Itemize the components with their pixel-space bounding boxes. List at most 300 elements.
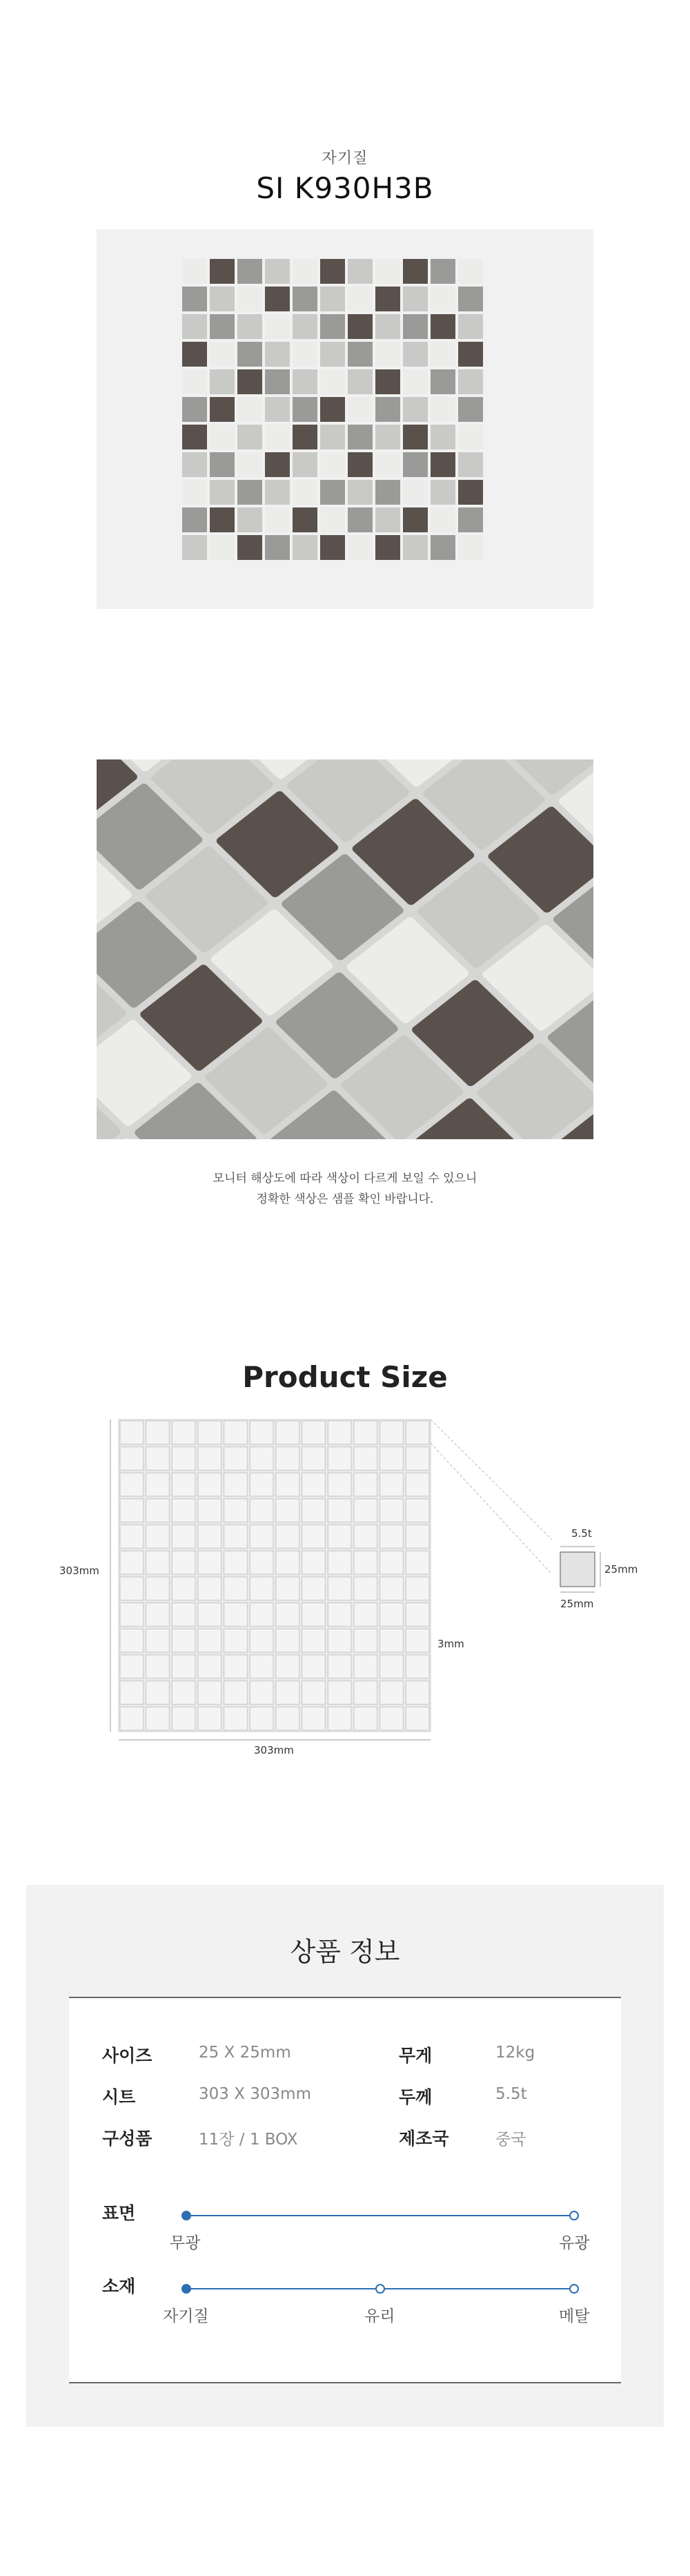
mosaic-tile [293,287,317,311]
mosaic-tile [458,369,483,394]
product-info-section [26,1885,664,2427]
mosaic-tile [265,507,290,532]
mosaic-tile [403,480,428,505]
surface-option-marker-matte [182,2211,190,2220]
product-info-title: 상품 정보 [290,1937,400,1967]
product-sheet-photo [97,229,593,609]
diagram-tile [380,1681,404,1705]
mosaic-tile [320,287,345,311]
diagram-tile [250,1577,273,1600]
diagram-tile [250,1629,273,1652]
diagram-tile [224,1707,248,1730]
diagram-tile [380,1707,404,1730]
mosaic-tile [182,287,207,311]
mosaic-tile [320,397,345,422]
mosaic-tile [265,425,290,449]
mosaic-tile [210,452,235,477]
diagram-tile [406,1655,429,1678]
mosaic-tile [403,397,428,422]
mosaic-tile [265,287,290,311]
mosaic-tile [210,397,235,422]
mosaic-tile [293,480,317,505]
sheet-width-label: 303mm [254,1744,294,1756]
diagram-tile [328,1447,351,1471]
diagram-tile [146,1473,170,1496]
mosaic-tile [458,452,483,477]
diagram-tile [406,1499,429,1522]
diagram-tile [198,1525,221,1549]
mosaic-tile [293,535,317,560]
diagram-tile [276,1525,299,1549]
mosaic-tile [293,314,317,339]
diagram-tile [380,1551,404,1574]
spec-label-weight: 무게 [399,2046,433,2066]
diagram-tile [302,1603,326,1627]
surface-option-matte: 무광 [170,2234,201,2252]
diagram-tile [354,1551,377,1574]
joint-width-label: 3mm [437,1638,464,1650]
mosaic-tile [348,259,373,284]
mosaic-tile [182,314,207,339]
spec-value-weight: 12kg [495,2044,535,2062]
diagram-tile [406,1629,429,1652]
diagram-tile [276,1421,299,1444]
tile-height-label: 25mm [604,1563,638,1576]
mosaic-tile [403,369,428,394]
diagram-tile [172,1603,195,1627]
diagram-tile [328,1629,351,1652]
mosaic-tile [403,287,428,311]
size-diagram [0,1415,690,1774]
diagram-tile [276,1499,299,1522]
diagram-tile [198,1707,221,1730]
mosaic-tile [320,342,345,367]
mosaic-tile [403,507,428,532]
diagram-tile [380,1629,404,1652]
diagram-tile [250,1603,273,1627]
spec-label-thickness: 두께 [399,2087,433,2107]
mosaic-tile [182,425,207,449]
diagram-tile [146,1551,170,1574]
mosaic-tile [458,425,483,449]
mosaic-tile [237,425,262,449]
diagram-tile [380,1447,404,1471]
mosaic-tile [431,507,455,532]
diagram-tile [380,1577,404,1600]
diagram-tile [172,1447,195,1471]
product-code-title: SI K930H3B [256,171,434,205]
diagram-tile [250,1655,273,1678]
diagram-tile [146,1447,170,1471]
mosaic-tile [237,342,262,367]
mosaic-tile [348,342,373,367]
mosaic-tile [403,259,428,284]
diagram-tile [146,1707,170,1730]
surface-scale [69,2205,621,2226]
diagram-tile [406,1603,429,1627]
mosaic-tile [375,452,400,477]
diagram-tile [302,1525,326,1549]
zoom-line-top [431,1420,552,1540]
diagram-tile [198,1421,221,1444]
mosaic-tile [182,480,207,505]
diagram-tile [172,1473,195,1496]
diagram-tile [354,1421,377,1444]
diagram-tile [120,1681,144,1705]
diagram-tile [354,1577,377,1600]
diagram-tile [354,1473,377,1496]
material-scale [69,2278,621,2299]
diagram-tile [302,1707,326,1730]
diagram-tile [276,1629,299,1652]
diagram-tile [146,1655,170,1678]
mosaic-tile [210,369,235,394]
mosaic-tile [348,369,373,394]
diagram-tile [276,1577,299,1600]
mosaic-tile [237,535,262,560]
diagram-tile [198,1551,221,1574]
diagram-tile [302,1551,326,1574]
mosaic-tile [182,535,207,560]
mosaic-tile [375,342,400,367]
diagram-tile [120,1603,144,1627]
diagram-tile [250,1447,273,1471]
diagram-tile [380,1525,404,1549]
material-option-marker-metal [570,2285,578,2293]
mosaic-closeup-image [97,759,593,1139]
mosaic-tile [210,287,235,311]
mosaic-tile [348,535,373,560]
diagram-tile [120,1473,144,1496]
color-notice-line2: 정확한 색상은 샘플 확인 바랍니다. [256,1192,434,1206]
product-category: 자기질 [322,150,368,167]
mosaic-tile [237,259,262,284]
diagram-tile [198,1603,221,1627]
mosaic-tile [458,342,483,367]
diagram-tile [172,1629,195,1652]
diagram-tile [276,1551,299,1574]
mosaic-tile [210,342,235,367]
mosaic-tile [320,535,345,560]
spec-value-sheet: 303 X 303mm [199,2085,311,2103]
diagram-tile [172,1655,195,1678]
diagram-tile [224,1499,248,1522]
surface-option-marker-gloss [570,2211,578,2220]
mosaic-tile [210,535,235,560]
diagram-tile [120,1499,144,1522]
diagram-tile [354,1655,377,1678]
mosaic-tile [375,259,400,284]
sheet-height-label: 303mm [59,1565,99,1577]
diagram-tile [380,1499,404,1522]
diagram-tile [328,1525,351,1549]
diagram-tile [302,1681,326,1705]
mosaic-tile [265,259,290,284]
diagram-tile [354,1447,377,1471]
diagram-tile [380,1655,404,1678]
mosaic-tile [320,507,345,532]
diagram-tile [406,1707,429,1730]
diagram-tile [328,1551,351,1574]
mosaic-tile [458,535,483,560]
mosaic-tile [237,287,262,311]
mosaic-tile [293,369,317,394]
mosaic-tile [375,314,400,339]
diagram-tile [328,1655,351,1678]
color-notice [0,1168,690,1210]
diagram-tile [224,1629,248,1652]
diagram-tile [380,1421,404,1444]
mosaic-tile [431,314,455,339]
diagram-tile [250,1473,273,1496]
mosaic-tile [265,535,290,560]
mosaic-tile [458,480,483,505]
diagram-tile [276,1707,299,1730]
material-option-porcelain: 자기질 [163,2307,209,2325]
diagram-tile [172,1421,195,1444]
diagram-tile [198,1447,221,1471]
mosaic-tile [210,425,235,449]
diagram-tile [224,1421,248,1444]
diagram-tile [354,1499,377,1522]
mosaic-tile [403,314,428,339]
mosaic-tile [210,314,235,339]
spec-value-components: 11장 / 1 BOX [199,2131,298,2149]
diagram-tile [120,1707,144,1730]
diagram-tile [172,1681,195,1705]
mosaic-tile [265,397,290,422]
diagram-tile [302,1577,326,1600]
mosaic-tile [375,535,400,560]
diagram-tile [172,1577,195,1600]
mosaic-tile [348,507,373,532]
mosaic-tile [237,397,262,422]
spec-value-origin: 중국 [495,2131,526,2149]
mosaic-tile [403,342,428,367]
mosaic-tile [348,397,373,422]
diagram-tile [250,1551,273,1574]
mosaic-tile [375,507,400,532]
mosaic-tile [237,314,262,339]
material-option-marker-glass [376,2285,384,2293]
mosaic-tile [348,287,373,311]
mosaic-tile [182,342,207,367]
mosaic-tile [293,452,317,477]
mosaic-tile [375,369,400,394]
tile-width-label: 25mm [560,1598,594,1610]
diagram-tile [120,1655,144,1678]
diagram-tile [328,1577,351,1600]
diagram-tile [198,1499,221,1522]
mosaic-tile [237,507,262,532]
mosaic-tile [431,369,455,394]
mosaic-tile [431,535,455,560]
mosaic-tile [431,342,455,367]
diagram-tile [250,1525,273,1549]
mosaic-tile [265,342,290,367]
diagram-tile [354,1681,377,1705]
mosaic-tile [265,452,290,477]
mosaic-tile [182,452,207,477]
mosaic-tile [431,397,455,422]
mosaic-tile [210,480,235,505]
diagram-tile [406,1525,429,1549]
diagram-tile [328,1473,351,1496]
material-option-metal: 메탈 [559,2307,590,2325]
diagram-tile [146,1421,170,1444]
diagram-tile [328,1499,351,1522]
diagram-tile [198,1473,221,1496]
mosaic-tile [375,425,400,449]
mosaic-tile [265,369,290,394]
mosaic-tile [182,369,207,394]
diagram-tile [406,1577,429,1600]
diagram-tile [224,1681,248,1705]
mosaic-tile [348,452,373,477]
mosaic-tile [375,397,400,422]
diagram-tile [146,1629,170,1652]
diagram-tile [120,1629,144,1652]
mosaic-tile [320,425,345,449]
mosaic-tile [237,480,262,505]
diagram-tile [224,1603,248,1627]
mosaic-tile [458,259,483,284]
mosaic-tile [182,507,207,532]
mosaic-tile [320,314,345,339]
diagram-tile [354,1603,377,1627]
mosaic-tile [403,452,428,477]
mosaic-tile [375,287,400,311]
product-closeup-photo [97,759,593,1139]
mosaic-tile [265,314,290,339]
diagram-tile [406,1473,429,1496]
diagram-tile [302,1629,326,1652]
diagram-tile [120,1421,144,1444]
mosaic-tile [458,507,483,532]
diagram-tile [276,1655,299,1678]
diagram-tile [198,1681,221,1705]
diagram-tile [302,1473,326,1496]
mosaic-tile [210,259,235,284]
diagram-tile [146,1499,170,1522]
diagram-tile [250,1421,273,1444]
mosaic-tile [293,397,317,422]
diagram-tile [172,1551,195,1574]
color-notice-line1: 모니터 해상도에 따라 색상이 다르게 보일 수 있으니 [213,1172,477,1185]
mosaic-tile [293,507,317,532]
mosaic-tile [431,480,455,505]
surface-option-gloss: 유광 [559,2234,590,2252]
diagram-tile [354,1629,377,1652]
material-label: 소재 [102,2276,136,2296]
spec-value-thickness: 5.5t [495,2085,527,2103]
mosaic-tile [320,452,345,477]
mosaic-tile [458,314,483,339]
mosaic-tile [293,425,317,449]
zoom-line-bottom [431,1443,552,1574]
material-option-glass: 유리 [364,2307,395,2325]
diagram-tile [380,1603,404,1627]
mosaic-tile [431,425,455,449]
diagram-tile [146,1681,170,1705]
surface-label: 표면 [102,2203,136,2223]
product-size-title: Product Size [242,1360,448,1394]
mosaic-tile [431,287,455,311]
diagram-tile [250,1681,273,1705]
mosaic-tile [237,369,262,394]
mosaic-tile [403,535,428,560]
diagram-tile [146,1525,170,1549]
diagram-tile [120,1577,144,1600]
diagram-tile [250,1707,273,1730]
spec-label-components: 구성품 [102,2129,152,2149]
diagram-tile [302,1447,326,1471]
spec-label-sheet: 시트 [102,2087,136,2107]
mosaic-tile [431,452,455,477]
diagram-tile [224,1473,248,1496]
diagram-tile [276,1447,299,1471]
diagram-tile [276,1473,299,1496]
diagram-tile [198,1655,221,1678]
diagram-tile [120,1525,144,1549]
diagram-tile [250,1499,273,1522]
diagram-tile [224,1577,248,1600]
diagram-tile [406,1681,429,1705]
diagram-tile [224,1551,248,1574]
diagram-tile [406,1421,429,1444]
diagram-tile [328,1681,351,1705]
mosaic-sheet-image [97,229,593,609]
spec-label-origin: 제조국 [399,2129,449,2149]
diagram-tile [172,1707,195,1730]
mosaic-tile [182,259,207,284]
mosaic-tile [348,425,373,449]
mosaic-tile [237,452,262,477]
diagram-tile [172,1499,195,1522]
diagram-tile [328,1707,351,1730]
diagram-tile [302,1655,326,1678]
diagram-tile [120,1551,144,1574]
mosaic-tile [320,480,345,505]
mosaic-tile [431,259,455,284]
mosaic-tile [458,287,483,311]
diagram-tile [276,1681,299,1705]
mosaic-tile [265,480,290,505]
diagram-tile [302,1421,326,1444]
mosaic-tile [210,507,235,532]
material-option-marker-porcelain [182,2285,190,2293]
diagram-tile [354,1707,377,1730]
diagram-tile [224,1525,248,1549]
spec-value-size: 25 X 25mm [199,2044,291,2062]
diagram-tile [146,1603,170,1627]
mosaic-tile [293,342,317,367]
diagram-tile [198,1629,221,1652]
spec-label-size: 사이즈 [102,2046,152,2066]
diagram-tile [406,1447,429,1471]
mosaic-tile [458,397,483,422]
diagram-tile [146,1577,170,1600]
diagram-tile [328,1603,351,1627]
mosaic-tile [320,369,345,394]
tile-thickness-label: 5.5t [571,1527,592,1540]
diagram-tile [328,1421,351,1444]
diagram-tile [224,1447,248,1471]
mosaic-tile [320,259,345,284]
diagram-tile [380,1473,404,1496]
mosaic-tile [348,314,373,339]
product-info-card [69,1997,621,2383]
